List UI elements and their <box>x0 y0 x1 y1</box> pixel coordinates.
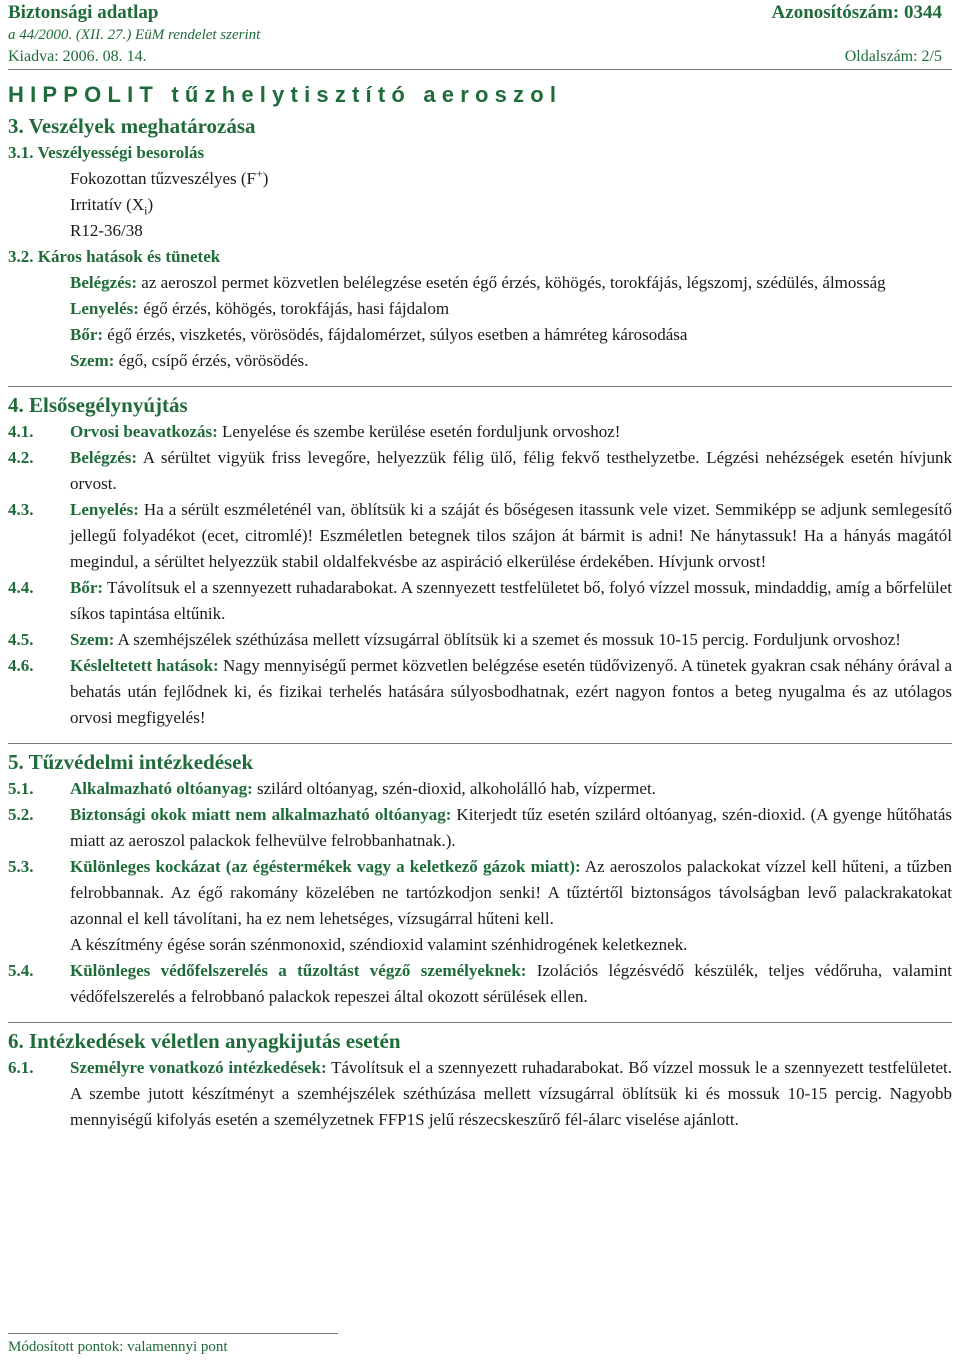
first-aid-item: 4.2. Belégzés: A sérültet vigyük friss levegőre, helyezzük félig ülő, félig fekvő testhelyzetbe. Légzési nehézségek esetén hívjunk orvost. <box>8 448 952 493</box>
product-title: HIPPOLIT tűzhelytisztító aeroszol <box>8 82 563 107</box>
id-number: Azonosítószám: 0344 <box>771 2 942 23</box>
footer-divider <box>8 1333 338 1334</box>
first-aid-item: 4.5. Szem: A szemhéjszélek széthúzása mellett vízsugárral öblítsük ki a szemet és mossuk 10-15 percig. Forduljunk orvoshoz! <box>8 630 901 649</box>
first-aid-item: 4.4. Bőr: Távolítsuk el a szennyezett ruhadarabokat. A szennyezett testfelületet bő, folyó vízzel mossuk, mindaddig, amíg a bőrfelület síkos tapintása eltűnik. <box>8 578 952 623</box>
first-aid-item: 4.6. Késleltetett hatások: Nagy mennyiségű permet közvetlen belégzése esetén tüdővizenyő. A tünetek gyakran csak néhány órával a behatás után fejlődnek ki, és fizikai terhelés hatására súlyosbodhatnak, ezért nagyon fontos a beteg nyugalma és az utólagos orvosi megfigyelés! <box>8 656 953 727</box>
first-aid-item: 4.1. Orvosi beavatkozás: Lenyelése és szembe kerülése esetén forduljunk orvoshoz! <box>8 422 621 441</box>
first-aid-item: 4.3. Lenyelés: Ha a sérült eszméleténél van, öblítsük ki a száját és bőségesen itassunk vele vizet. Semmiképp se adjunk semlegesítő jellegű folyadékot (ecet, citromlé)! Eszméletlen betegnek tilos szájon át bármit is adni! Ne hánytassuk! Ha a hányás magától megindul, a sérültet helyezzük stabil oldalfekvésbe az aspiráció elkerülése érdekében. Hívjunk orvost! <box>8 500 952 571</box>
fire-item-note: A készítmény égése során szénmonoxid, széndioxid valamint szénhidrogének keletkeznek. <box>70 935 688 954</box>
effect-ingestion: Lenyelés: égő érzés, köhögés, torokfájás, hasi fájdalom <box>70 299 450 318</box>
header-divider <box>8 69 952 70</box>
section-3-1-title: 3.1. Veszélyességi besorolás <box>8 143 205 162</box>
effect-eye: Szem: égő, csípő érzés, vörösödés. <box>70 351 309 370</box>
issue-row <box>8 45 952 69</box>
class-irritant: Irritatív $(X_i)$ <box>70 195 154 218</box>
section-5-divider <box>8 743 952 744</box>
risk-phrases: R12-36/38 <box>70 221 143 240</box>
section-6-title: 6. Intézkedések véletlen anyagkijutás esetén <box>8 1029 401 1053</box>
class-flammable: Fokozottan tűzveszélyes (F+) <box>70 166 269 188</box>
footer-note: Módosított pontok: valamennyi pont <box>8 1339 228 1355</box>
fire-item: 5.3. Különleges kockázat (az égéstermékek vagy a keletkező gázok miatt): Az aeroszolos palackokat vízzel kell hűteni, a tűzben felrobbannak. Az égő rakomány közelében ne tartózkodjon senki! A tűztértől biztonságos távolságban levő palackrakatokat azonnal el kell távolítani, ha ez nem lehetséges, vízsugárral hűteni kell. A készítmény égése során szénmonoxid, széndioxid valamint szénhidrogének keletkeznek. <box>8 854 952 958</box>
page-number: Oldalszám: 2/5 <box>844 48 942 65</box>
effect-inhalation: Belégzés: az aeroszol permet közvetlen belélegzése esetén égő érzés, köhögés, torokfájás, légszomj, szédülés, álmosság <box>70 273 886 292</box>
section-4-title: 4. Elsősegélynyújtás <box>8 393 188 417</box>
regulation-line: a 44/2000. (XII. 27.) EüM rendelet szerint <box>8 27 261 43</box>
doc-type: Biztonsági adatlap <box>8 2 159 23</box>
issue-date: Kiadva: 2006. 08. 14. <box>8 48 147 65</box>
fire-item: 5.4. Különleges védőfelszerelés a tűzoltást végző személyeknek: Izolációs légzésvédő készülék, teljes védőruha, valamint védőfelszerelés a felrobbanó palackok repeszei által okozott sérülések ellen. <box>8 961 952 1006</box>
fire-item: 5.2. Biztonsági okok miatt nem alkalmazható oltóanyag: Kiterjedt tűz esetén szilárd oltóanyag, szén-dioxid. (A gyenge hűtőhatás miatt az aeroszol palackok felhevülve felrobbanhatnak.). <box>8 805 953 850</box>
section-6-divider <box>8 1022 952 1023</box>
section-5-title: 5. Tűzvédelmi intézkedések <box>8 750 254 774</box>
fire-item: 5.1. Alkalmazható oltóanyag: szilárd oltóanyag, szén-dioxid, alkoholálló hab, vízpermet. <box>8 779 656 798</box>
section-3-title: 3. Veszélyek meghatározása <box>8 114 256 138</box>
section-4-divider <box>8 386 952 387</box>
section-3-2-title: 3.2. Káros hatások és tünetek <box>8 247 221 266</box>
effect-skin: Bőr: égő érzés, viszketés, vörösödés, fájdalomérzet, súlyos esetben a hámréteg károsodása <box>70 325 688 344</box>
spill-item: 6.1. Személyre vonatkozó intézkedések: Távolítsuk el a szennyezett ruhadarabokat. Bő vízzel mossuk le a szennyezett testfelületet. A szembe jutott készítményt a szemhéjszélek széthúzása mellett vízsugárral öblítsük ki és mossuk 10-15 percig. Nagyobb mennyiségű kifolyás esetén a személyzetnek FFP1S jelű részecskeszűrő fél-álarc viselése ajánlott. <box>8 1058 952 1129</box>
header-row <box>8 1 952 25</box>
document-page <box>8 0 953 1355</box>
